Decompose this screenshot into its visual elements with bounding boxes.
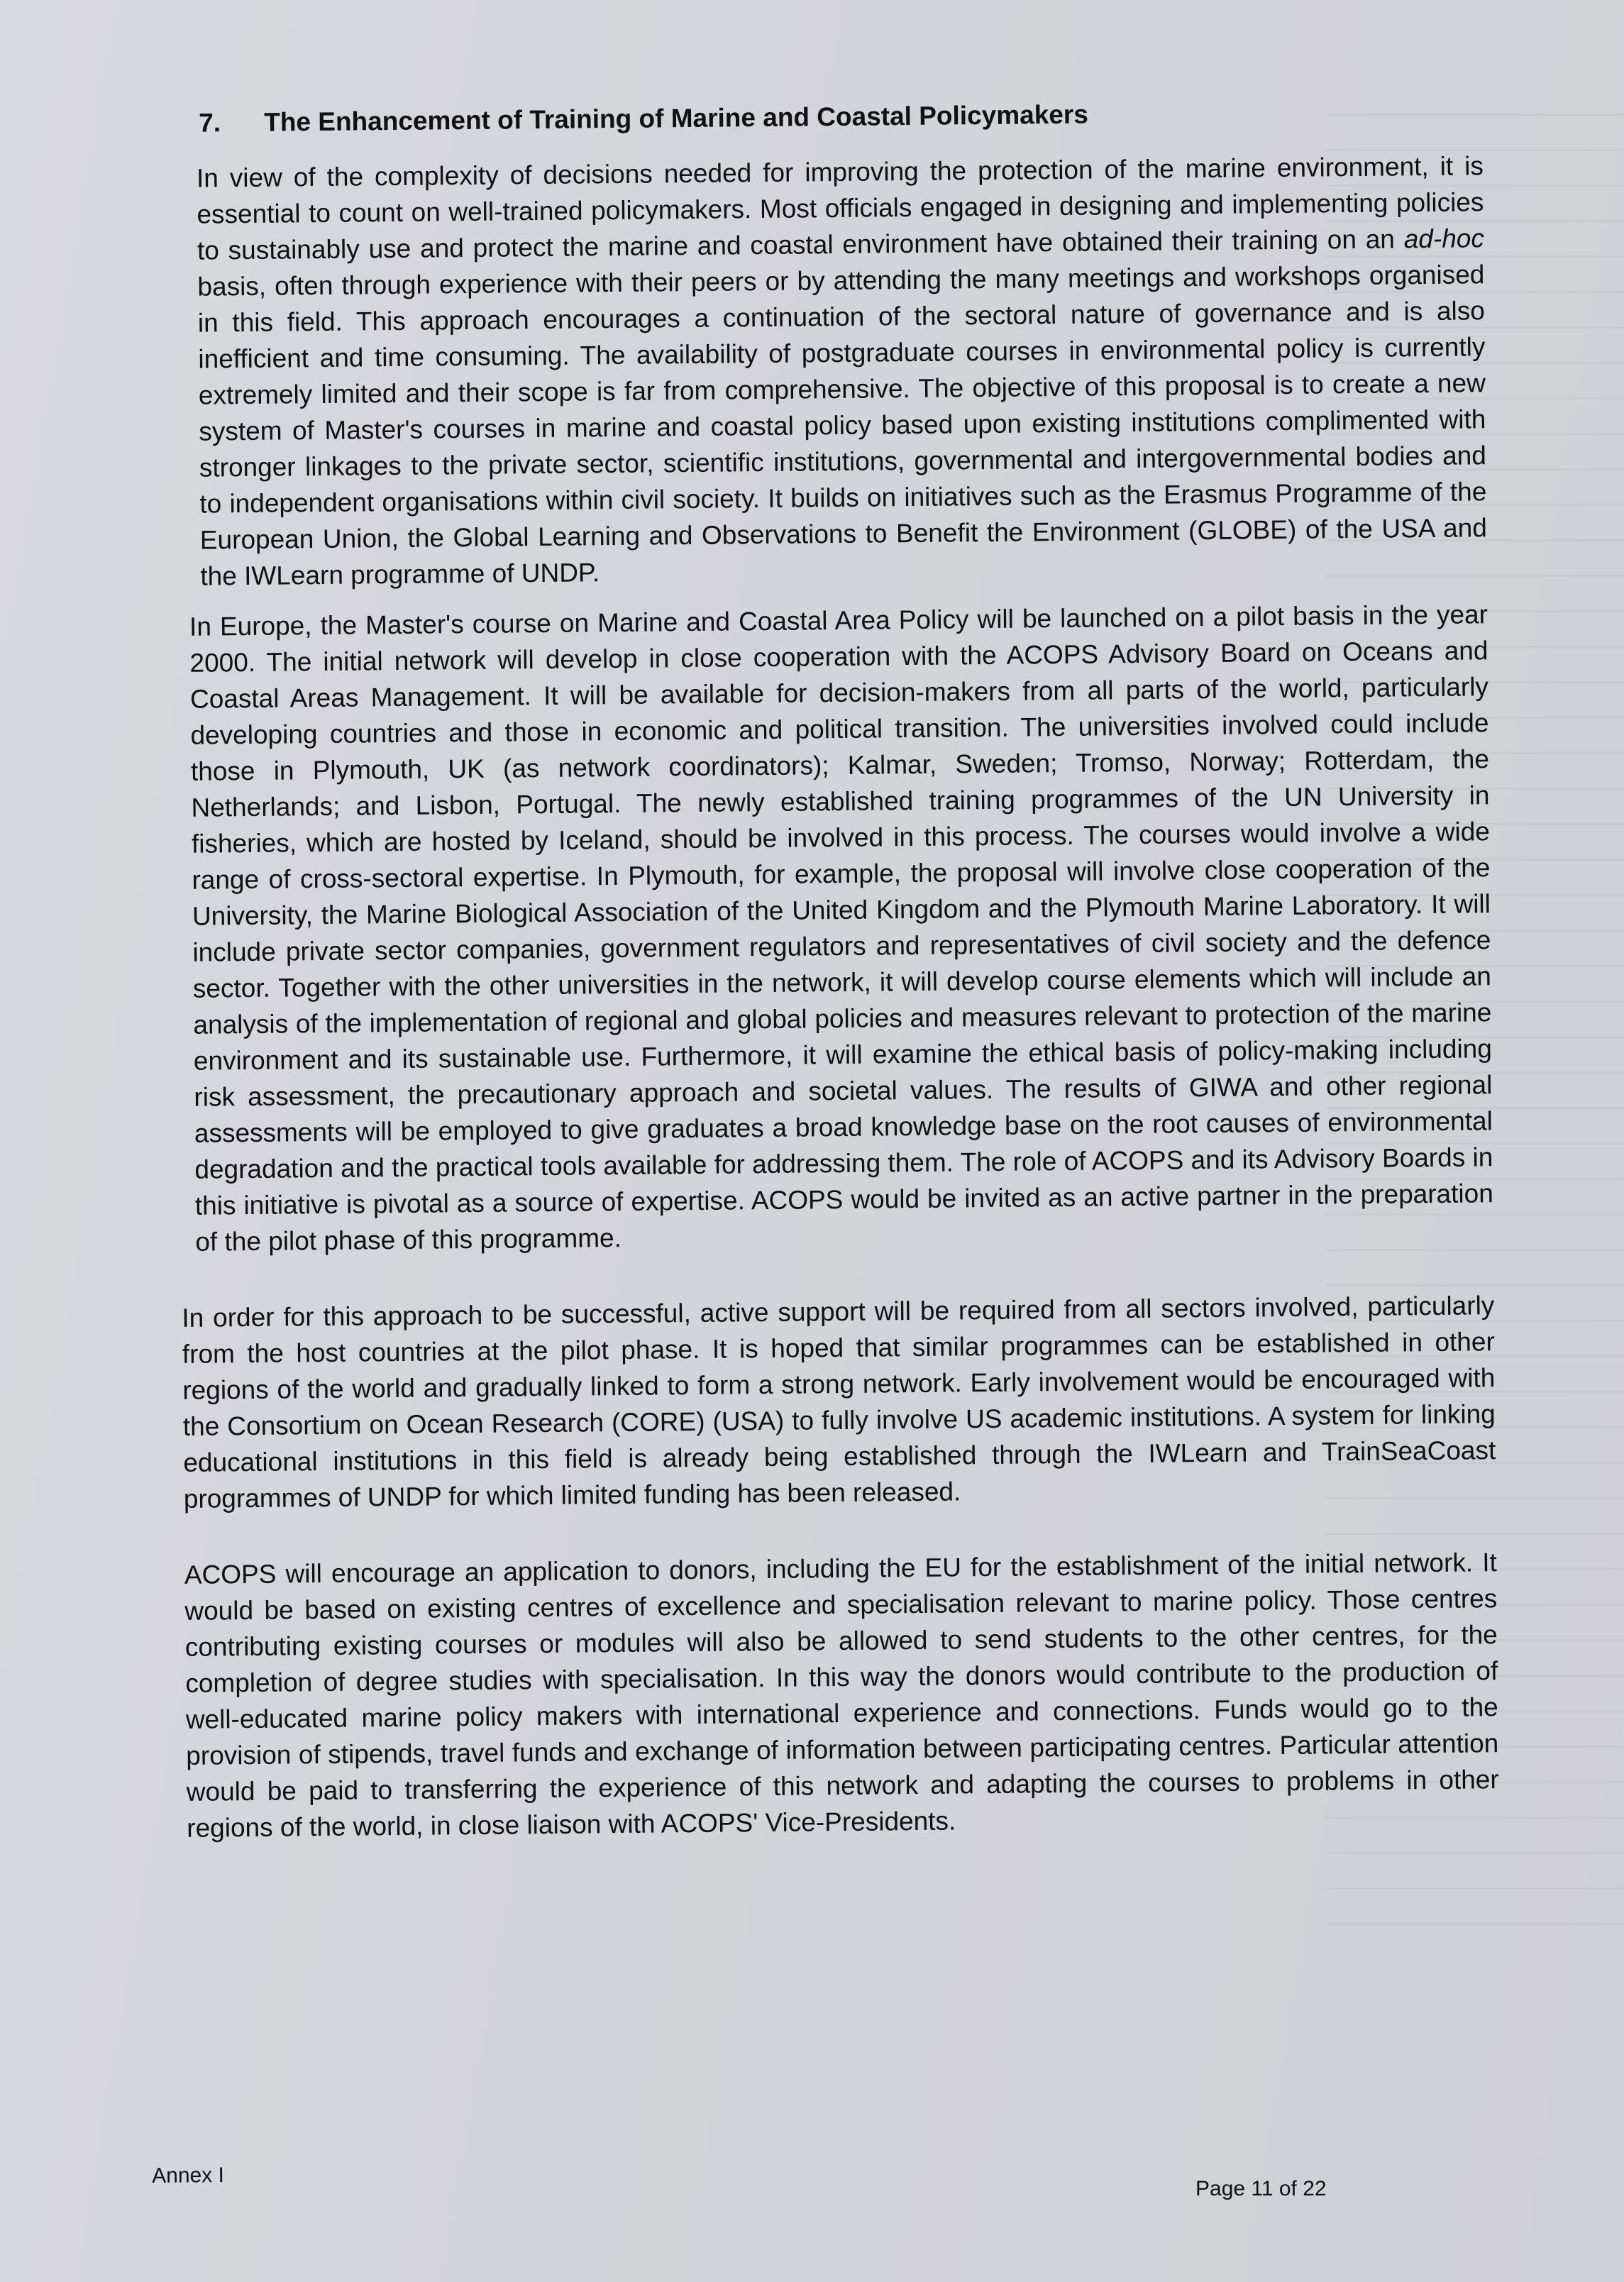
paragraph-2: In Europe, the Master's course on Marine and Coastal Area Policy will be launched on a pilot basis in the year 2000. The initial network will develop in close cooperation with the ACOPS Advisory Board on Oceans and Coastal Areas Management. It will be available for decision-makers from all parts of the world, particularly developing countries and those in economic and political transition. The universities involved could include those in Plymouth, UK (as network coordinators); Kalmar, Sweden; Tromso, Norway; Rotterdam, the Netherlands; and Lisbon, Portugal. The newly established training programmes of the UN University in fisheries, which are hosted by Iceland, should be involved in this process. The courses would involve a wide range of cross-sectoral expertise. In Plymouth, for example, the proposal will involve close cooperation of the University, the Marine Biological Association of the United Kingdom and the Plymouth Marine Laboratory. It will include private sector companies, government regulators and representatives of civil society and the defence sector. Together with the other universities in the network, it will develop course elements which will include an analysis of the implementation of regional and global policies and measures relevant to protection of the marine environment and its sustainable use. Furthermore, it will examine the ethical basis of policy-making including risk assessment, the precautionary approach and societal values. The results of GIWA and other regional assessments will be employed to give graduates a broad knowledge base on the root causes of environmental degradation and the practical tools available for addressing them. The role of ACOPS and its Advisory Boards in this initiative is pivotal as a source of expertise. ACOPS would be invited as an active partner in the preparation of the pilot phase of this programme. [189, 600, 1493, 1257]
footer-page-number: Page 11 of 22 [1195, 2177, 1327, 2200]
section-title: The Enhancement of Training of Marine and Coastal Policymakers [264, 99, 1089, 137]
section-heading [170, 94, 1483, 149]
paragraph-1: In view of the complexity of decisions needed for improving the protection of the marine environment, it is essential to count on well-trained policymakers. Most officials engaged in designing and implementing policies to sustainably use and protect the marine and coastal environment have obtained their training on an ad-hoc basis, often through experience with their peers or by attending the many meetings and workshops organised in this field. This approach encourages a continuation of the sectoral nature of governance and is also inefficient and time consuming. The availability of postgraduate courses in environmental policy is currently extremely limited and their scope is far from comprehensive. The objective of this proposal is to create a new system of Master's courses in marine and coastal policy based upon existing institutions complimented with stronger linkages to the private sector, scientific institutions, governmental and intergovernmental bodies and to independent organisations within civil society. It builds on initiatives such as the Erasmus Programme of the European Union, the Global Learning and Observations to Benefit the Environment (GLOBE) of the USA and the IWLearn programme of UNDP. [196, 151, 1487, 591]
section-number: 7. [199, 108, 221, 138]
footer-annex-label: Annex I [152, 2164, 225, 2188]
page-body [170, 94, 1499, 1846]
paragraph-4: ACOPS will encourage an application to donors, including the EU for the establishment of the initial network. It would be based on existing centres of excellence and specialisation relevant to marine policy. Those centres contributing existing courses or modules will also be allowed to send students to the other centres, for the completion of degree studies with specialisation. In this way the donors would contribute to the production of well-educated marine policy makers with international experience and connections. Funds would go to the provision of stipends, travel funds and exchange of information between participating centres. Particular attention would be paid to transferring the experience of this network and adapting the courses to problems in other regions of the world, in close liaison with ACOPS' Vice-Presidents. [184, 1548, 1499, 1843]
paragraph-3: In order for this approach to be successful, active support will be required from all sectors involved, particularly from the host countries at the pilot phase. It is hoped that similar programmes can be established in other regions of the world and gradually linked to form a strong network. Early involvement would be encouraged with the Consortium on Ocean Research (CORE) (USA) to fully involve US academic institutions. A system for linking educational institutions in this field is already being established through the IWLearn and TrainSeaCoast programmes of UNDP for which limited funding has been released. [182, 1291, 1496, 1514]
